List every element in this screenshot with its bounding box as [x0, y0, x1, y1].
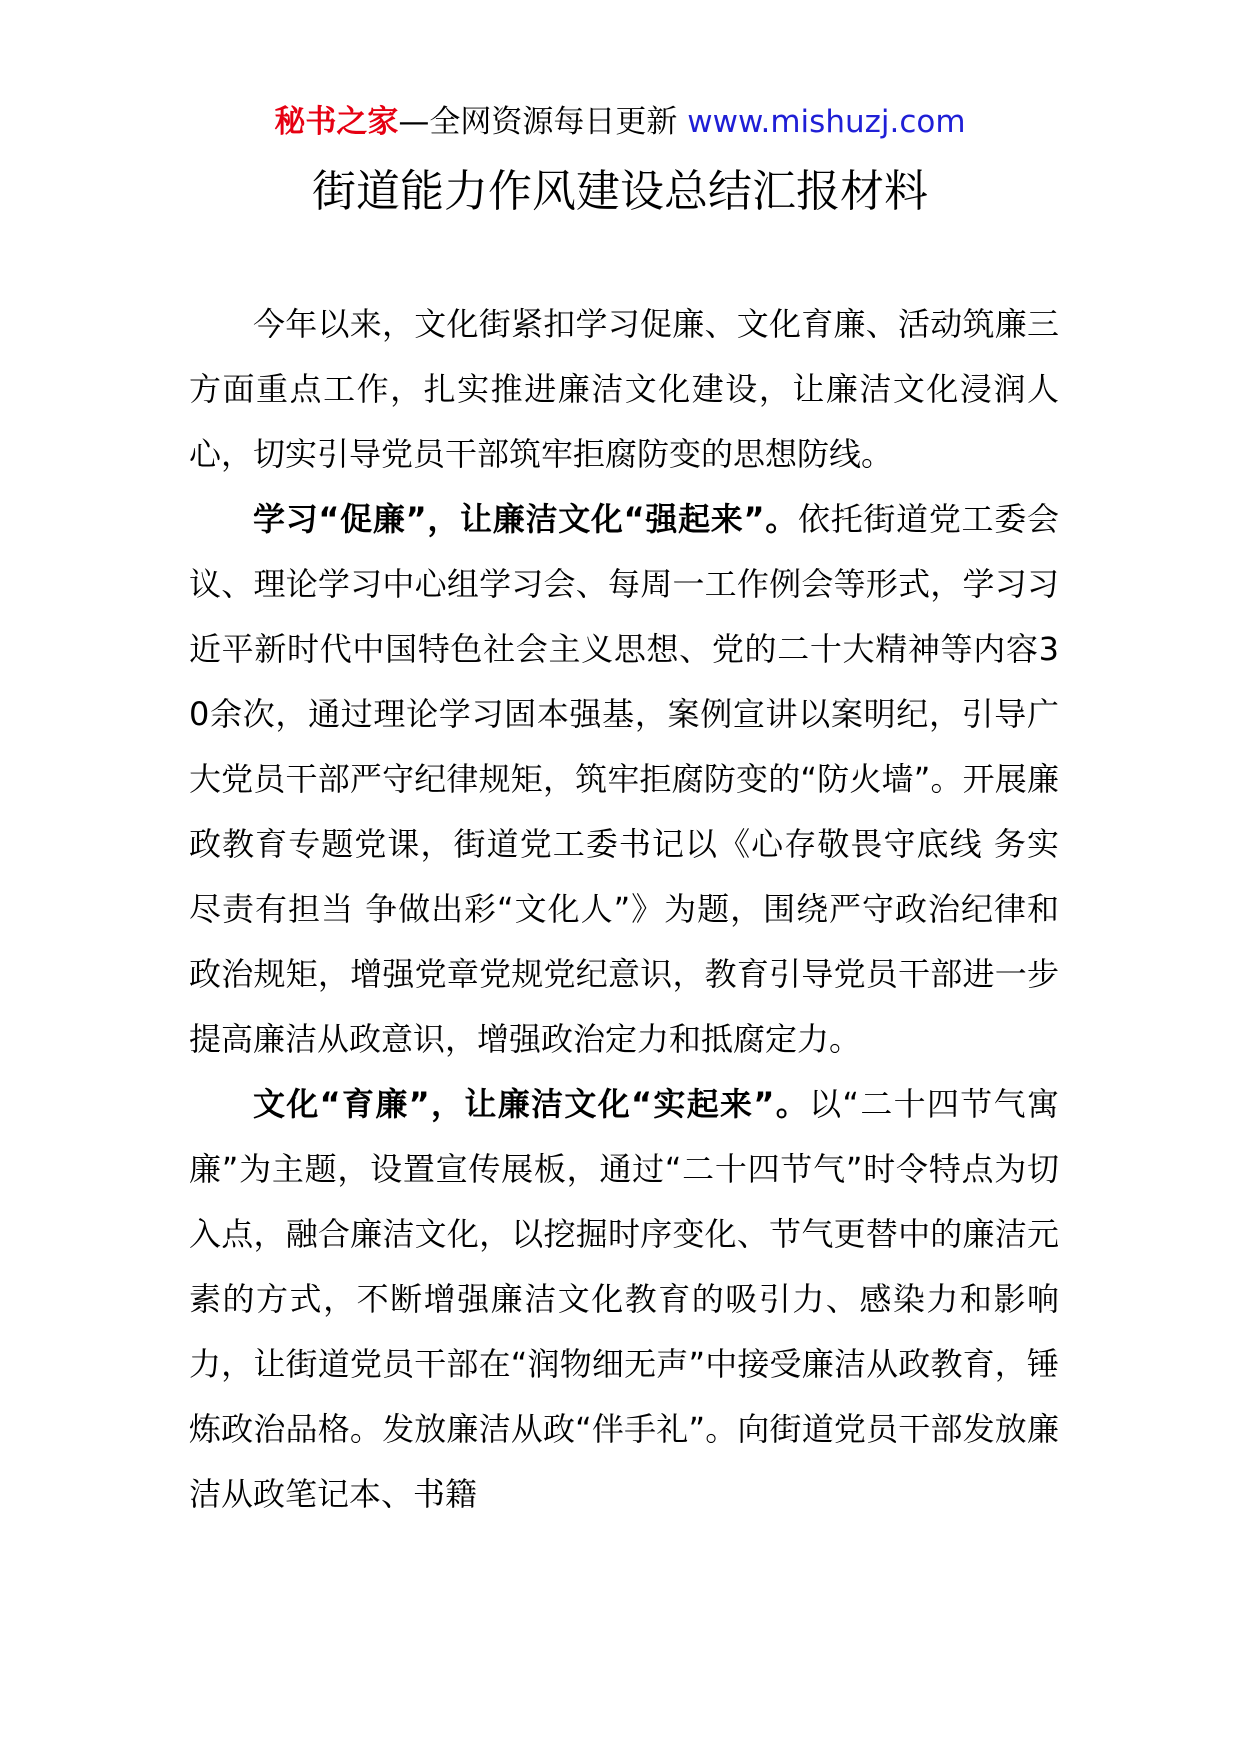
document-title: 街道能力作风建设总结汇报材料: [312, 166, 928, 217]
paragraph-lead: 文化“育廉”，让廉洁文化“实起来”。: [253, 1085, 810, 1123]
paragraph-culture: [189, 1072, 1059, 1527]
paragraph-study: [189, 487, 1059, 1072]
site-header: [0, 100, 1240, 144]
site-url-link[interactable]: www.mishuzj.com: [687, 104, 966, 140]
paragraph-text: 以“二十四节气寓廉”为主题，设置宣传展板，通过“二十四节气”时令特点为切入点，融合廉洁文化，以挖掘时序变化、节气更替中的廉洁元素的方式，不断增强廉洁文化教育的吸引力、感染力和影响力，让街道党员干部在“润物细无声”中接受廉洁从政教育，锤炼政治品格。发放廉洁从政“伴手礼”。向街道党员干部发放廉洁从政笔记本、书籍: [189, 1085, 1059, 1513]
paragraph-text: 依托街道党工委会议、理论学习中心组学习会、每周一工作例会等形式，学习习近平新时代中国特色社会主义思想、党的二十大精神等内容30余次，通过理论学习固本强基，案例宣讲以案明纪，引导广大党员干部严守纪律规矩，筑牢拒腐防变的“防火墙”。开展廉政教育专题党课，街道党工委书记以《心存敬畏守底线 务实尽责有担当 争做出彩“文化人”》为题，围绕严守政治纪律和政治规矩，增强党章党规党纪意识，教育引导党员干部进一步提高廉洁从政意识，增强政治定力和抵腐定力。: [189, 500, 1059, 1058]
header-tagline: —全网资源每日更新: [398, 104, 688, 140]
paragraph-lead: 学习“促廉”，让廉洁文化“强起来”。: [253, 500, 798, 538]
document-body: [189, 292, 1059, 1527]
brand-name: 秘书之家: [274, 104, 399, 140]
paragraph-intro: [189, 292, 1059, 487]
paragraph-text: 今年以来，文化街紧扣学习促廉、文化育廉、活动筑廉三方面重点工作，扎实推进廉洁文化建设，让廉洁文化浸润人心，切实引导党员干部筑牢拒腐防变的思想防线。: [189, 305, 1059, 473]
